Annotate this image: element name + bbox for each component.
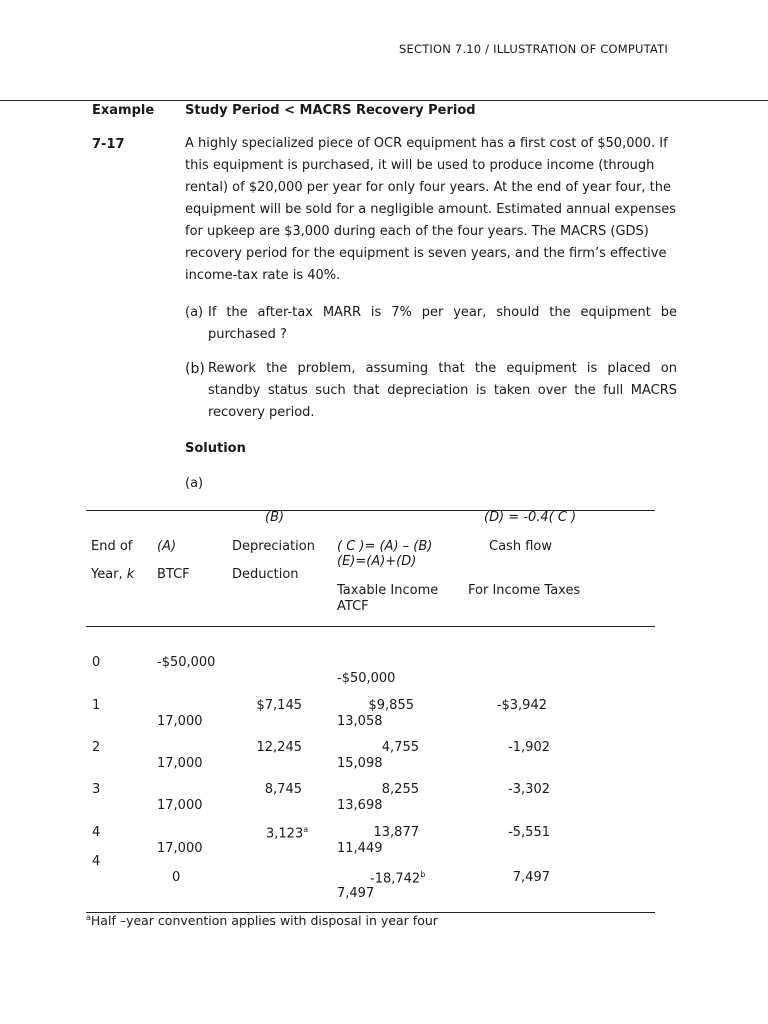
part-b [185,358,677,424]
part-a-label: (a) [185,305,204,320]
table-cell-depreciation: $7,145 [256,698,302,713]
col-b-top: (B) [265,510,285,525]
col-year-head-2: Year, k [91,567,135,582]
table-cell-taxes: -$3,942 [496,698,547,713]
table-cell-year: 0 [92,655,101,670]
header-rule [0,100,768,101]
table-cell-btcf: 0 [172,870,181,885]
table-cell-year: 3 [92,782,101,797]
example-title: Study Period < MACRS Recovery Period [185,103,476,118]
solution-label: Solution [185,441,246,456]
footnote-ref-b: b [420,870,426,879]
table-cell-atcf: 11,449 [337,841,383,856]
table-cell-depreciation: 8,745 [264,782,302,797]
table-cell-taxable: 4,755 [381,740,419,755]
table-cell-atcf: 13,698 [337,798,383,813]
solution-part-label: (a) [185,476,204,491]
col-d-top: (D) = -0.4( C ) [484,510,577,525]
part-b-text: Rework the problem, assuming that the equipment is placed on standby status such that depreciation is taken over the full MACRS recovery period. [208,361,677,420]
col-deduction-head: Deduction [232,567,299,582]
table-cell-taxable: $9,855 [368,698,414,713]
col-cashflow-head: Cash flow [489,539,552,554]
col-taxable-head: Taxable Income [337,583,439,598]
part-b-label: (b) [185,361,205,377]
col-atcf-head: ATCF [337,599,369,614]
col-year-head-1: End of [91,539,133,554]
table-head-rule [86,626,655,627]
table-cell-taxes: -5,551 [508,825,550,840]
example-label: Example [92,103,155,118]
table-cell-btcf: 17,000 [157,714,203,729]
footnote-mark: a [86,913,91,922]
running-head: SECTION 7.10 / ILLUSTRATION OF COMPUTATI [399,42,668,56]
col-taxes-head: For Income Taxes [468,583,581,598]
table-cell-depreciation: 12,245 [256,740,302,755]
footnote-ref-a: a [303,825,309,834]
table-cell-taxes: -3,302 [508,782,550,797]
table-cell-btcf: 17,000 [157,798,203,813]
table-cell-btcf: -$50,000 [157,655,216,670]
table-cell-btcf: 17,000 [157,756,203,771]
example-number: 7-17 [92,137,125,152]
table-cell-depreciation: 3,123$^a$ [266,825,309,842]
table-footnote: $^a$Half –year convention applies with disposal in year four [86,913,438,929]
table-cell-taxes: 7,497 [512,870,550,885]
col-e-formula: (E)=(A)+(D) [337,554,417,569]
table-cell-taxes: -1,902 [508,740,550,755]
table-cell-year: 4 [92,854,101,869]
col-a-head: (A) [157,539,177,554]
table-cell-btcf: 17,000 [157,841,203,856]
col-depreciation-head: Depreciation [232,539,315,554]
table-cell-atcf: -$50,000 [337,671,396,686]
table-cell-year: 1 [92,698,101,713]
table-cell-year: 4 [92,825,101,840]
part-a-text: If the after-tax MARR is 7% per year, should the equipment be purchased ? [208,305,677,342]
part-a [185,302,677,346]
col-btcf-head: BTCF [157,567,190,582]
table-cell-taxable: 13,877 [373,825,419,840]
table-cell-atcf: 15,098 [337,756,383,771]
table-cell-year: 2 [92,740,101,755]
table-cell-atcf: 7,497 [337,886,375,901]
problem-statement: A highly specialized piece of OCR equipment has a first cost of $50,000. If this equipment is purchased, it will be used to produce income (through rental) of $20,000 per year for only four years. At the end of year four, the equipment will be sold for a negligible amount. Estimated annual expenses for upkeep are $3,000 during each of the four years. The MACRS (GDS) recovery period for the equipment is seven years, and the firm’s effective income-tax rate is 40%. [185,136,676,283]
col-c-formula: ( C )= (A) – (B) [337,539,433,554]
table-cell-atcf: 13,058 [337,714,383,729]
table-cell-taxable: 8,255 [381,782,419,797]
table-cell-taxable: -18,742$^b$ [370,870,426,887]
